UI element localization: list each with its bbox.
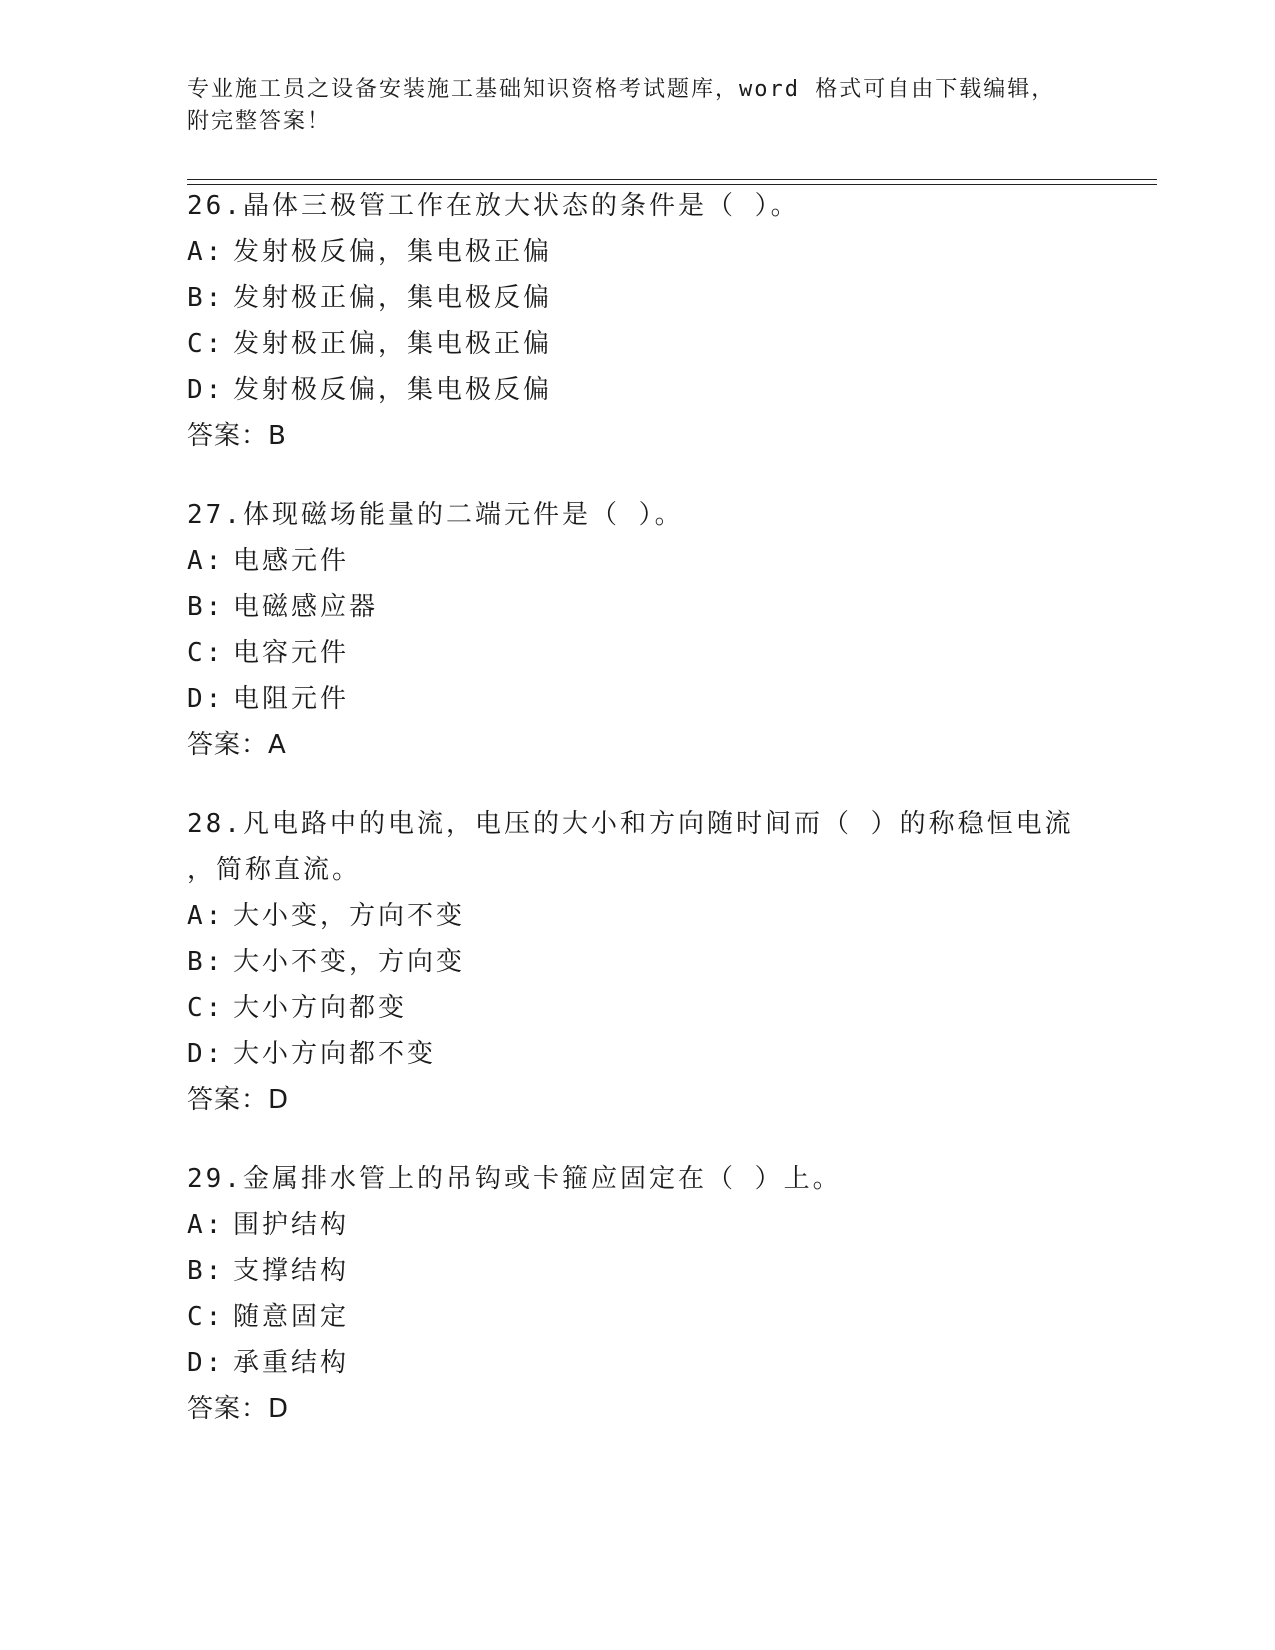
question-number: 29.	[187, 1164, 243, 1194]
answer-line: 答案：D	[187, 1394, 290, 1424]
option-text: 发射极反偏，集电极反偏	[233, 375, 553, 405]
option-text: 电阻元件	[233, 684, 350, 714]
option-text: 支撑结构	[233, 1256, 350, 1286]
option-text: 发射极反偏，集电极正偏	[233, 237, 553, 267]
question-stem	[187, 1156, 1157, 1202]
header-line-2: 附完整答案！	[187, 109, 332, 134]
answer-line: 答案：D	[187, 1085, 290, 1115]
question-number: 28.	[187, 809, 243, 839]
option-letter: C:	[187, 1302, 225, 1332]
question-29	[187, 1156, 1157, 1432]
option-b	[187, 584, 1157, 630]
document-header	[187, 74, 1067, 138]
header-line-1: 专业施工员之设备安装施工基础知识资格考试题库，word 格式可自由下载编辑，	[187, 77, 1056, 102]
option-text: 大小方向都不变	[233, 1039, 437, 1069]
option-b	[187, 275, 1157, 321]
question-stem-continued: ，简称直流。	[187, 855, 362, 885]
option-text: 围护结构	[233, 1210, 350, 1240]
option-c	[187, 985, 1157, 1031]
option-text: 大小方向都变	[233, 993, 408, 1023]
option-d	[187, 1031, 1157, 1077]
option-text: 电容元件	[233, 638, 350, 668]
answer-line: 答案：B	[187, 421, 287, 451]
option-text: 承重结构	[233, 1348, 350, 1378]
question-number: 26.	[187, 191, 243, 221]
option-text: 大小变，方向不变	[233, 901, 466, 931]
option-b	[187, 939, 1157, 985]
header-divider-top	[187, 179, 1157, 180]
question-text: 金属排水管上的吊钩或卡箍应固定在（ ）上。	[242, 1164, 842, 1194]
option-text: 发射极正偏，集电极正偏	[233, 329, 553, 359]
option-text: 电感元件	[233, 546, 350, 576]
option-d	[187, 1340, 1157, 1386]
option-c	[187, 1294, 1157, 1340]
option-d	[187, 367, 1157, 413]
option-d	[187, 676, 1157, 722]
option-letter: D:	[187, 1348, 225, 1378]
option-letter: C:	[187, 993, 225, 1023]
question-stem	[187, 183, 1157, 229]
question-28	[187, 801, 1157, 1123]
option-letter: D:	[187, 375, 225, 405]
option-letter: D:	[187, 1039, 225, 1069]
option-letter: D:	[187, 684, 225, 714]
option-letter: A:	[187, 1210, 225, 1240]
answer-line: 答案：A	[187, 730, 287, 760]
option-letter: B:	[187, 592, 225, 622]
question-text: 凡电路中的电流，电压的大小和方向随时间而（ ）的称稳恒电流	[242, 809, 1074, 839]
option-letter: A:	[187, 546, 225, 576]
option-letter: C:	[187, 638, 225, 668]
option-a	[187, 229, 1157, 275]
option-letter: A:	[187, 237, 225, 267]
option-letter: C:	[187, 329, 225, 359]
option-letter: A:	[187, 901, 225, 931]
question-text: 晶体三极管工作在放大状态的条件是（ ）。	[242, 191, 800, 221]
question-27	[187, 492, 1157, 768]
option-b	[187, 1248, 1157, 1294]
question-stem	[187, 492, 1157, 538]
question-text: 体现磁场能量的二端元件是（ ）。	[242, 500, 684, 530]
option-letter: B:	[187, 283, 225, 313]
question-26	[187, 183, 1157, 459]
option-letter: B:	[187, 1256, 225, 1286]
option-text: 电磁感应器	[233, 592, 379, 622]
option-c	[187, 321, 1157, 367]
option-a	[187, 893, 1157, 939]
option-text: 发射极正偏，集电极反偏	[233, 283, 553, 313]
option-c	[187, 630, 1157, 676]
option-text: 大小不变，方向变	[233, 947, 466, 977]
option-text: 随意固定	[233, 1302, 350, 1332]
question-number: 27.	[187, 500, 243, 530]
question-stem	[187, 801, 1157, 847]
option-letter: B:	[187, 947, 225, 977]
option-a	[187, 1202, 1157, 1248]
option-a	[187, 538, 1157, 584]
